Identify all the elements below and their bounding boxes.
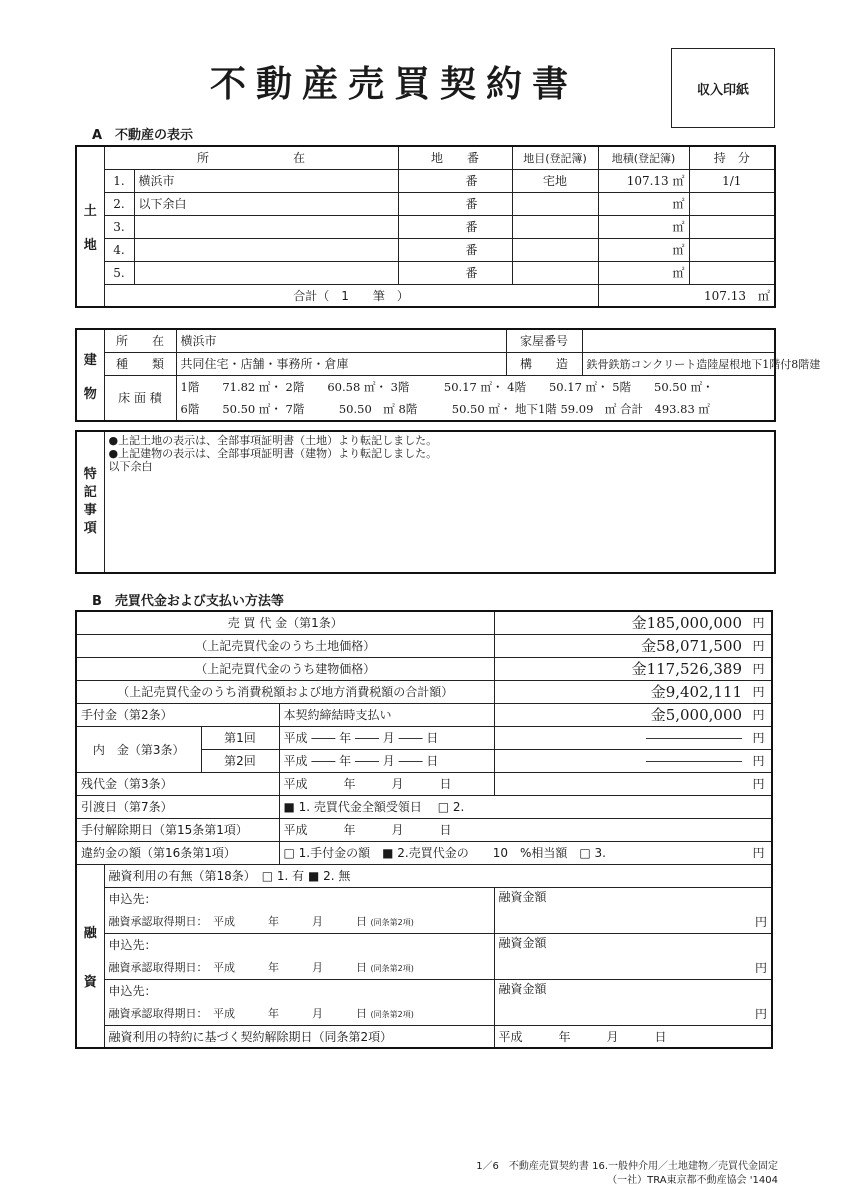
loan-approval-1 [104, 910, 494, 933]
building-location-label: 所 在 [104, 329, 176, 352]
land-share [689, 261, 775, 284]
land-side-label: 土 地 [76, 146, 104, 307]
yen-unit: 円 [746, 749, 772, 772]
header-category: 地目(登記簿) [512, 146, 598, 169]
land-category: 宅地 [512, 169, 598, 192]
loan-amount-label-2: 融資金額 [494, 933, 772, 956]
special-notes-body [104, 431, 775, 573]
special-note: 以下余白 [108, 460, 153, 473]
interim-2-amount: ―――――――― [494, 749, 746, 772]
loan-use: 融資利用の有無（第18条） □ 1. 有 ■ 2. 無 [104, 864, 772, 887]
building-price-label: （上記売買代金のうち建物価格） [76, 657, 494, 680]
approval-date: 融資承認取得期日： 平成 年 月 日 [108, 915, 367, 929]
land-location [134, 215, 398, 238]
house-no [582, 329, 775, 352]
land-share [689, 215, 775, 238]
building-location: 横浜市 [176, 329, 506, 352]
yen-unit: 円 [746, 772, 772, 795]
revenue-stamp-box: 収入印紙 [671, 48, 775, 128]
land-no: 2. [104, 192, 134, 215]
tax-value: 金9,402,111 [494, 680, 746, 703]
land-category [512, 238, 598, 261]
interim-1-amount: ―――――――― [494, 726, 746, 749]
penalty-value: □ 1.手付金の額 ■ 2.売買代金の 10 %相当額 □ 3. [279, 841, 746, 864]
land-no: 5. [104, 261, 134, 284]
yen-unit: 円 [494, 1002, 772, 1025]
loan-amount-label-3: 融資金額 [494, 979, 772, 1002]
approval-note: (同条第2項) [370, 964, 414, 974]
land-total-area: 107.13 ㎡ [598, 284, 775, 307]
approval-date: 融資承認取得期日： 平成 年 月 日 [108, 1007, 367, 1021]
land-share: 1/1 [689, 169, 775, 192]
land-location: 以下余白 [134, 192, 398, 215]
land-price-value: 金58,071,500 [494, 634, 746, 657]
special-note: ●上記建物の表示は、全部事項証明書（建物）より転記しました。 [108, 447, 438, 460]
special-note: ●上記土地の表示は、全部事項証明書（土地）より転記しました。 [108, 434, 438, 447]
balance-label: 残代金（第3条） [76, 772, 279, 795]
interim-2-label: 第2回 [201, 749, 279, 772]
floor-area-line-1: 1階 71.82 ㎡・ 2階 60.58 ㎡・ 3階 50.17 ㎡・ 4階 50.17 ㎡・ 5階 50.50 ㎡・ [176, 375, 775, 398]
land-location [134, 261, 398, 284]
land-category [512, 215, 598, 238]
yen-unit: 円 [746, 726, 772, 749]
land-area: ㎡ [598, 238, 689, 261]
floor-area-label: 床 面 積 [104, 375, 176, 421]
yen-unit: 円 [746, 841, 772, 864]
building-kind: 共同住宅・店舗・事務所・倉庫 [176, 352, 506, 375]
special-notes-table [75, 430, 776, 574]
payment-table [75, 610, 773, 1049]
balance-date: 平成 年 月 日 [279, 772, 494, 795]
cancel-deadline-date: 平成 年 月 日 [279, 818, 772, 841]
approval-note: (同条第2項) [370, 1010, 414, 1020]
loan-amount-label-1: 融資金額 [494, 887, 772, 910]
header-location: 所 在 [104, 146, 398, 169]
section-b-heading: B 売買代金および支払い方法等 [92, 594, 284, 609]
land-area: ㎡ [598, 215, 689, 238]
footer-line-2: （一社）TRA東京都不動産協会 '1404 [607, 1175, 778, 1186]
tax-label: （上記売買代金のうち消費税額および地方消費税額の合計額） [76, 680, 494, 703]
land-no: 3. [104, 215, 134, 238]
land-row [76, 215, 775, 238]
deposit-timing: 本契約締結時支払い [279, 703, 494, 726]
delivery-label: 引渡日（第7条） [76, 795, 279, 818]
header-share: 持 分 [689, 146, 775, 169]
building-structure: 鉄骨鉄筋コンクリート造陸屋根地下1階付8階建 [582, 352, 775, 375]
loan-cancel-date: 平成 年 月 日 [494, 1025, 772, 1048]
land-lot: 番 [398, 261, 512, 284]
document-title: 不動産売買契約書 [210, 64, 579, 105]
deposit-label: 手付金（第2条） [76, 703, 279, 726]
land-location: 横浜市 [134, 169, 398, 192]
land-row [76, 192, 775, 215]
yen-unit: 円 [746, 634, 772, 657]
price-value: 金185,000,000 [494, 611, 746, 634]
land-category [512, 192, 598, 215]
header-lot: 地 番 [398, 146, 512, 169]
land-price-label: （上記売買代金のうち土地価格） [76, 634, 494, 657]
yen-unit: 円 [746, 680, 772, 703]
land-location [134, 238, 398, 261]
page-footer [476, 1160, 778, 1188]
land-row [76, 261, 775, 284]
interim-1-date: 平成 ―― 年 ―― 月 ―― 日 [279, 726, 494, 749]
deposit-value: 金5,000,000 [494, 703, 746, 726]
land-area: ㎡ [598, 192, 689, 215]
delivery-value: ■ 1. 売買代金全額受領日 □ 2. [279, 795, 772, 818]
cancel-deadline-label: 手付解除期日（第15条第1項） [76, 818, 279, 841]
land-no: 4. [104, 238, 134, 261]
house-no-label: 家屋番号 [506, 329, 582, 352]
yen-unit: 円 [494, 910, 772, 933]
land-area: 107.13 ㎡ [598, 169, 689, 192]
land-lot: 番 [398, 238, 512, 261]
yen-unit: 円 [494, 956, 772, 979]
land-total-label: 合計（ 1 筆 ） [104, 284, 598, 307]
loan-approval-2 [104, 956, 494, 979]
yen-unit: 円 [746, 657, 772, 680]
land-share [689, 238, 775, 261]
loan-applicant-1: 申込先： [104, 887, 494, 910]
loan-applicant-3: 申込先： [104, 979, 494, 1002]
land-area: ㎡ [598, 261, 689, 284]
header-area: 地積(登記簿) [598, 146, 689, 169]
land-row [76, 169, 775, 192]
land-category [512, 261, 598, 284]
loan-applicant-2: 申込先： [104, 933, 494, 956]
penalty-label: 違約金の額（第16条第1項） [76, 841, 279, 864]
approval-date: 融資承認取得期日： 平成 年 月 日 [108, 961, 367, 975]
land-row [76, 238, 775, 261]
section-a-heading: A 不動産の表示 [92, 128, 194, 143]
land-share [689, 192, 775, 215]
footer-line-1: 1／6 不動産売買契約書 16.一般仲介用／土地建物／売買代金固定 [476, 1161, 778, 1172]
land-lot: 番 [398, 192, 512, 215]
approval-note: (同条第2項) [370, 918, 414, 928]
interim-2-date: 平成 ―― 年 ―― 月 ―― 日 [279, 749, 494, 772]
floor-area-line-2: 6階 50.50 ㎡・ 7階 50.50 ㎡ 8階 50.50 ㎡・ 地下1階 59.09 ㎡ 合計 493.83 ㎡ [176, 398, 775, 421]
price-label: 売 買 代 金（第1条） [76, 611, 494, 634]
building-price-value: 金117,526,389 [494, 657, 746, 680]
structure-label: 構 造 [506, 352, 582, 375]
yen-unit: 円 [746, 611, 772, 634]
loan-cancel-label: 融資利用の特約に基づく契約解除期日（同条第2項） [104, 1025, 494, 1048]
land-table [75, 145, 776, 308]
land-lot: 番 [398, 169, 512, 192]
yen-unit: 円 [746, 703, 772, 726]
kind-label: 種 類 [104, 352, 176, 375]
land-lot: 番 [398, 215, 512, 238]
building-table [75, 328, 821, 422]
land-no: 1. [104, 169, 134, 192]
loan-side-label: 融 資 [76, 864, 104, 1048]
balance-amount [494, 772, 746, 795]
loan-approval-3 [104, 1002, 494, 1025]
special-notes-side-label: 特 記 事 項 [76, 431, 104, 573]
interim-1-label: 第1回 [201, 726, 279, 749]
interim-label: 内 金（第3条） [76, 726, 201, 772]
building-side-label: 建 物 [76, 329, 104, 421]
